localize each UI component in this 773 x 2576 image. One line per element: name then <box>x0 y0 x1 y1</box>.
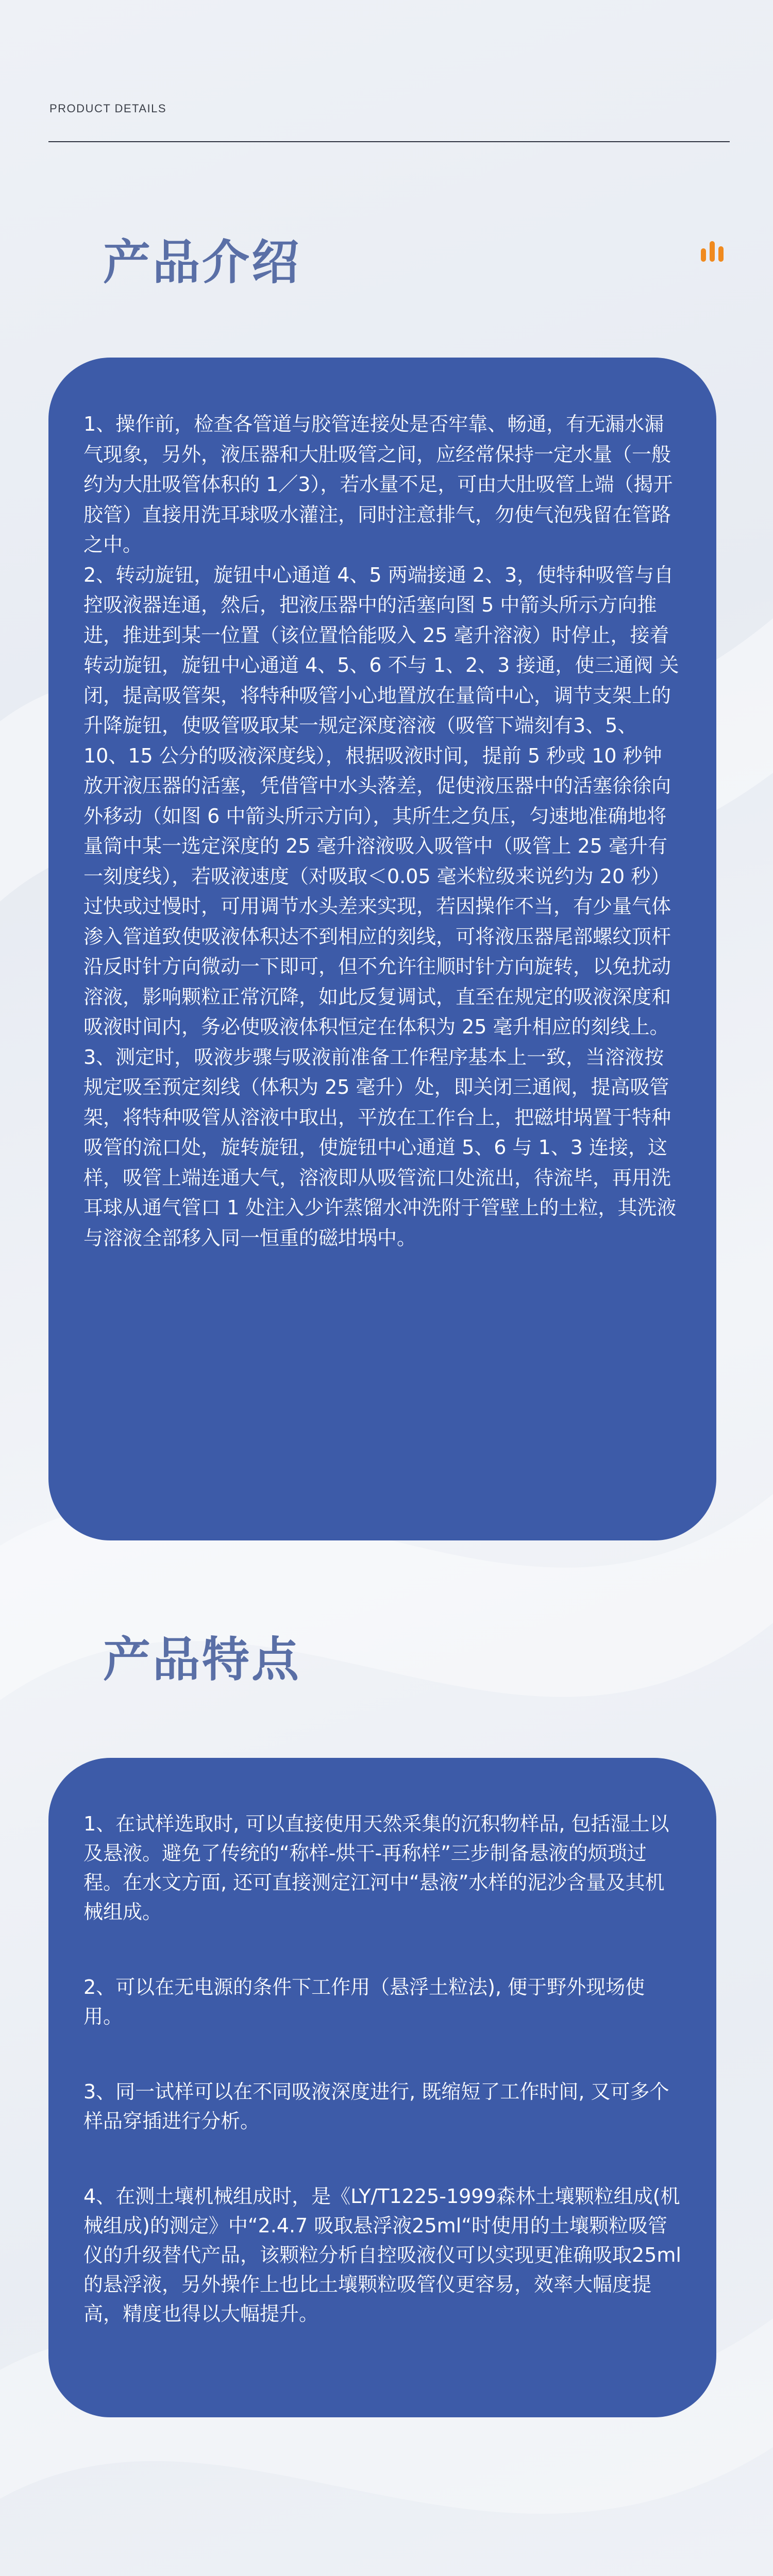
section-title-features: 产品特点 <box>103 1632 301 1687</box>
feature-paragraph-3: 3、同一试样可以在不同吸液深度进行, 既缩短了工作时间, 又可多个样品穿插进行分析。 <box>83 2080 669 2132</box>
intro-paragraph-3: 3、测定时，吸液步骤与吸液前准备工作程序基本上一致，当溶液按规定吸至预定刻线（体积为 25 毫升）处，即关闭三通阀，提高吸管架，将特种吸管从溶液中取出，平放在工作台上，把磁坩埚置于特种吸管的流口处，旋转旋钮，使旋钮中心通道 5、6 与 1、3 连接，这样，吸管上端连通大气，溶液即从吸管流口处流出，待流毕，再用洗耳球从通气管口 1 处注入少许蒸馏水冲洗附于管壁上的土粒，其洗液与溶液全部移入同一恒重的磁坩埚中。 <box>83 1045 677 1249</box>
header-divider <box>48 141 730 142</box>
bar-accent-icon <box>701 237 725 262</box>
features-card <box>48 1758 716 2417</box>
feature-paragraph-2: 2、可以在无电源的条件下工作用（悬浮土粒法), 便于野外现场使用。 <box>83 1976 645 2028</box>
intro-paragraph-1: 1、操作前，检查各管道与胶管连接处是否牢靠、畅通，有无漏水漏气现象，另外，液压器和大肚吸管之间，应经常保持一定水量（一般约为大肚吸管体积的 1／3），若水量不足，可由大肚吸管上端（揭开胶管）直接用洗耳球吸水灌注，同时注意排气，勿使气泡残留在管路之中。 <box>83 413 673 556</box>
intro-paragraph-2: 2、转动旋钮，旋钮中心通道 4、5 两端接通 2、3，使特种吸管与自控吸液器连通，然后，把液压器中的活塞向图 5 中箭头所示方向推进，推进到某一位置（该位置恰能吸入 25 毫升溶液）时停止，接着转动旋钮，旋钮中心通道 4、5、6 不与 1、2、3 接通，使三通阀 关闭，提高吸管架，将特种吸管小心地置放在量筒中心，调节支架上的升降旋钮，使吸管吸取某一规定深度溶液（吸管下端刻有3、5、10、15 公分的吸液深度线），根据吸液时间，提前 5 秒或 10 秒钟放开液压器的活塞，凭借管中水头落差，促使液压器中的活塞徐徐向外移动（如图 6 中箭头所示方向），其所生之负压，匀速地准确地将量筒中某一选定深度的 25 毫升溶液吸入吸管中（吸管上 25 毫升有一刻度线），若吸液速度（对吸取＜0.05 毫米粒级来说约为 20 秒）过快或过慢时，可用调节水头差来实现，若因操作不当，有少量气体渗入管道致使吸液体积达不到相应的刻线，可将液压器尾部螺纹顶杆沿反时针方向微动一下即可，但不允许往顺时针方向旋转，以免扰动溶液，影响颗粒正常沉降，如此反复调试，直至在规定的吸液深度和吸液时间内，务必使吸液体积恒定在体积为 25 毫升相应的刻线上。 <box>83 563 679 1038</box>
section-title-intro: 产品介绍 <box>103 235 301 290</box>
intro-card <box>48 358 716 1540</box>
feature-paragraph-1: 1、在试样选取时, 可以直接使用天然采集的沉积物样品, 包括湿土以及悬液。避免了传统的“称样-烘干-再称样”三步制备悬液的烦琐过程。在水文方面, 还可直接测定江河中“悬液”水样的泥沙含量及其机械组成。 <box>83 1812 669 1923</box>
feature-paragraph-4: 4、在测土壤机械组成时，是《LY/T1225-1999森林土壤颗粒组成(机械组成)的测定》中“2.4.7 吸取悬浮液25ml“时使用的土壤颗粒吸管仪的升级替代产品，该颗粒分析自控吸液仪可以实现更准确吸取25ml的悬浮液，另外操作上也比土壤颗粒吸管仪更容易，效率大幅度提高，精度也得以大幅提升。 <box>83 2185 681 2325</box>
header-label: PRODUCT DETAILS <box>49 102 167 115</box>
